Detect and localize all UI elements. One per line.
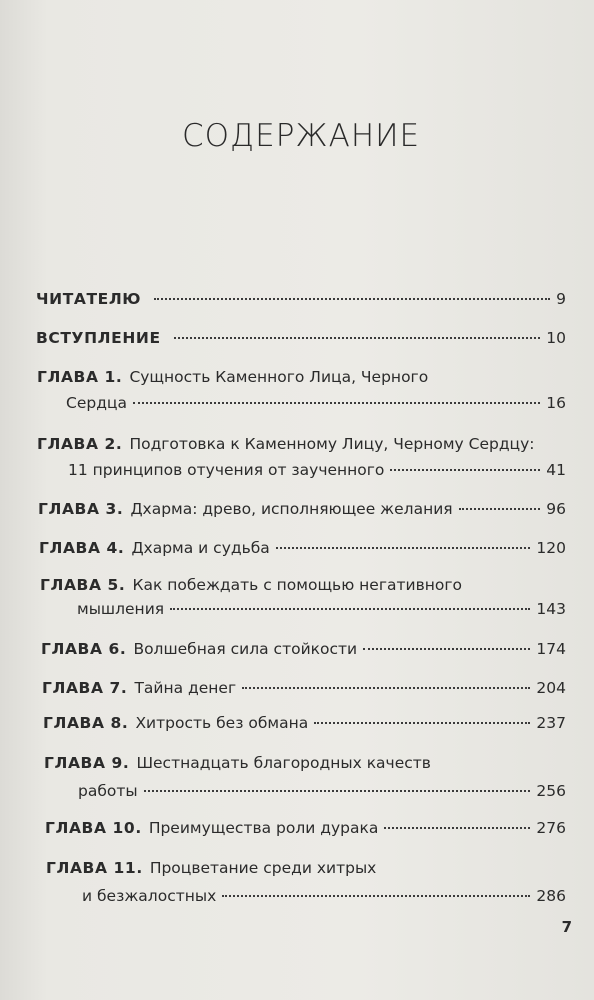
dot-leader: [222, 895, 530, 897]
toc-label: ГЛАВА 3.: [38, 500, 124, 518]
toc-page-number: 204: [536, 679, 566, 697]
dot-leader: [276, 547, 531, 549]
dot-leader: [174, 337, 541, 339]
toc-line: [38, 498, 566, 520]
toc-title: Как побеждать с помощью негативного: [132, 576, 462, 594]
toc-label: ГЛАВА 7.: [42, 679, 128, 697]
toc-title: Подготовка к Каменному Лицу, Черному Сердцу:: [129, 435, 535, 453]
toc-label: ГЛАВА 10.: [45, 819, 142, 837]
toc-line: [37, 392, 566, 414]
toc-page-number: 256: [536, 782, 566, 800]
toc-title: Тайна денег: [134, 679, 237, 697]
page-title: СОДЕРЖАНИЕ: [182, 118, 421, 154]
toc-line: [44, 752, 566, 774]
toc-line: [46, 857, 566, 879]
toc-entry-chapter-2: [37, 433, 566, 481]
toc-page-number: 16: [546, 394, 566, 412]
dot-leader: [384, 827, 530, 829]
dot-leader: [154, 298, 550, 300]
toc-entry-reader: [36, 288, 566, 310]
toc-label: ГЛАВА 11.: [46, 859, 143, 877]
toc-line: [37, 459, 566, 481]
dot-leader: [133, 402, 540, 404]
toc-label: ЧИТАТЕЛЮ: [36, 290, 142, 308]
toc-line: [46, 885, 566, 907]
toc-entry-chapter-9: [44, 752, 566, 802]
toc-title-continued: 11 принципов отучения от заученного: [68, 461, 385, 479]
toc-page-number: 10: [546, 329, 566, 347]
toc-label: ВСТУПЛЕНИЕ: [36, 329, 161, 347]
toc-line: [39, 537, 566, 559]
toc-title-continued: Сердца: [66, 394, 127, 412]
toc-label: ГЛАВА 6.: [41, 640, 127, 658]
toc-page-number: 120: [536, 539, 566, 557]
dot-leader: [363, 648, 530, 650]
page-number: 7: [561, 918, 572, 936]
dot-leader: [390, 469, 540, 471]
toc-label: ГЛАВА 1.: [37, 368, 123, 386]
toc-title: Дхарма и судьба: [131, 539, 270, 557]
dot-leader: [242, 687, 530, 689]
toc-entry-chapter-8: [43, 712, 566, 734]
toc-page-number: 41: [546, 461, 566, 479]
toc-label: ГЛАВА 2.: [37, 435, 123, 453]
toc-page-number: 9: [556, 290, 566, 308]
toc-line: [42, 677, 566, 699]
toc-page-number: 286: [536, 887, 566, 905]
dot-leader: [170, 608, 530, 610]
toc-page-number: 237: [536, 714, 566, 732]
toc-line: [40, 598, 566, 620]
toc-entry-chapter-11: [46, 857, 566, 907]
toc-line: [40, 574, 566, 596]
toc-line: [36, 288, 566, 310]
toc-line: [36, 327, 566, 349]
dot-leader: [459, 508, 541, 510]
toc-entry-chapter-6: [41, 638, 566, 660]
toc-entry-chapter-10: [45, 817, 566, 839]
toc-entry-chapter-4: [39, 537, 566, 559]
toc-page-number: 96: [546, 500, 566, 518]
toc-title-continued: мышления: [77, 600, 165, 618]
toc-title: Хитрость без обмана: [135, 714, 309, 732]
toc-entry-chapter-3: [38, 498, 566, 520]
toc-title: Шестнадцать благородных качеств: [136, 754, 431, 772]
dot-leader: [144, 790, 531, 792]
toc-label: ГЛАВА 5.: [40, 576, 126, 594]
toc-line: [41, 638, 566, 660]
toc-title: Процветание среди хитрых: [149, 859, 377, 877]
toc-line: [37, 433, 566, 455]
toc-label: ГЛАВА 8.: [43, 714, 129, 732]
toc-title: Волшебная сила стойкости: [133, 640, 358, 658]
toc-line: [37, 366, 566, 388]
toc-label: ГЛАВА 4.: [39, 539, 125, 557]
toc-line: [45, 817, 566, 839]
toc-title: Сущность Каменного Лица, Черного: [129, 368, 429, 386]
toc-entry-chapter-1: [37, 366, 566, 414]
toc-entry-chapter-7: [42, 677, 566, 699]
toc-title-continued: работы: [78, 782, 138, 800]
toc-entry-introduction: [36, 327, 566, 349]
toc-title: Преимущества роли дурака: [148, 819, 379, 837]
toc-line: [43, 712, 566, 734]
toc-page-number: 276: [536, 819, 566, 837]
toc-page-number: 143: [536, 600, 566, 618]
toc-entry-chapter-5: [40, 574, 566, 620]
toc-label: ГЛАВА 9.: [44, 754, 130, 772]
toc-title: Дхарма: древо, исполняющее желания: [130, 500, 453, 518]
dot-leader: [314, 722, 530, 724]
toc-page-number: 174: [536, 640, 566, 658]
toc-line: [44, 780, 566, 802]
toc-title-continued: и безжалостных: [82, 887, 217, 905]
